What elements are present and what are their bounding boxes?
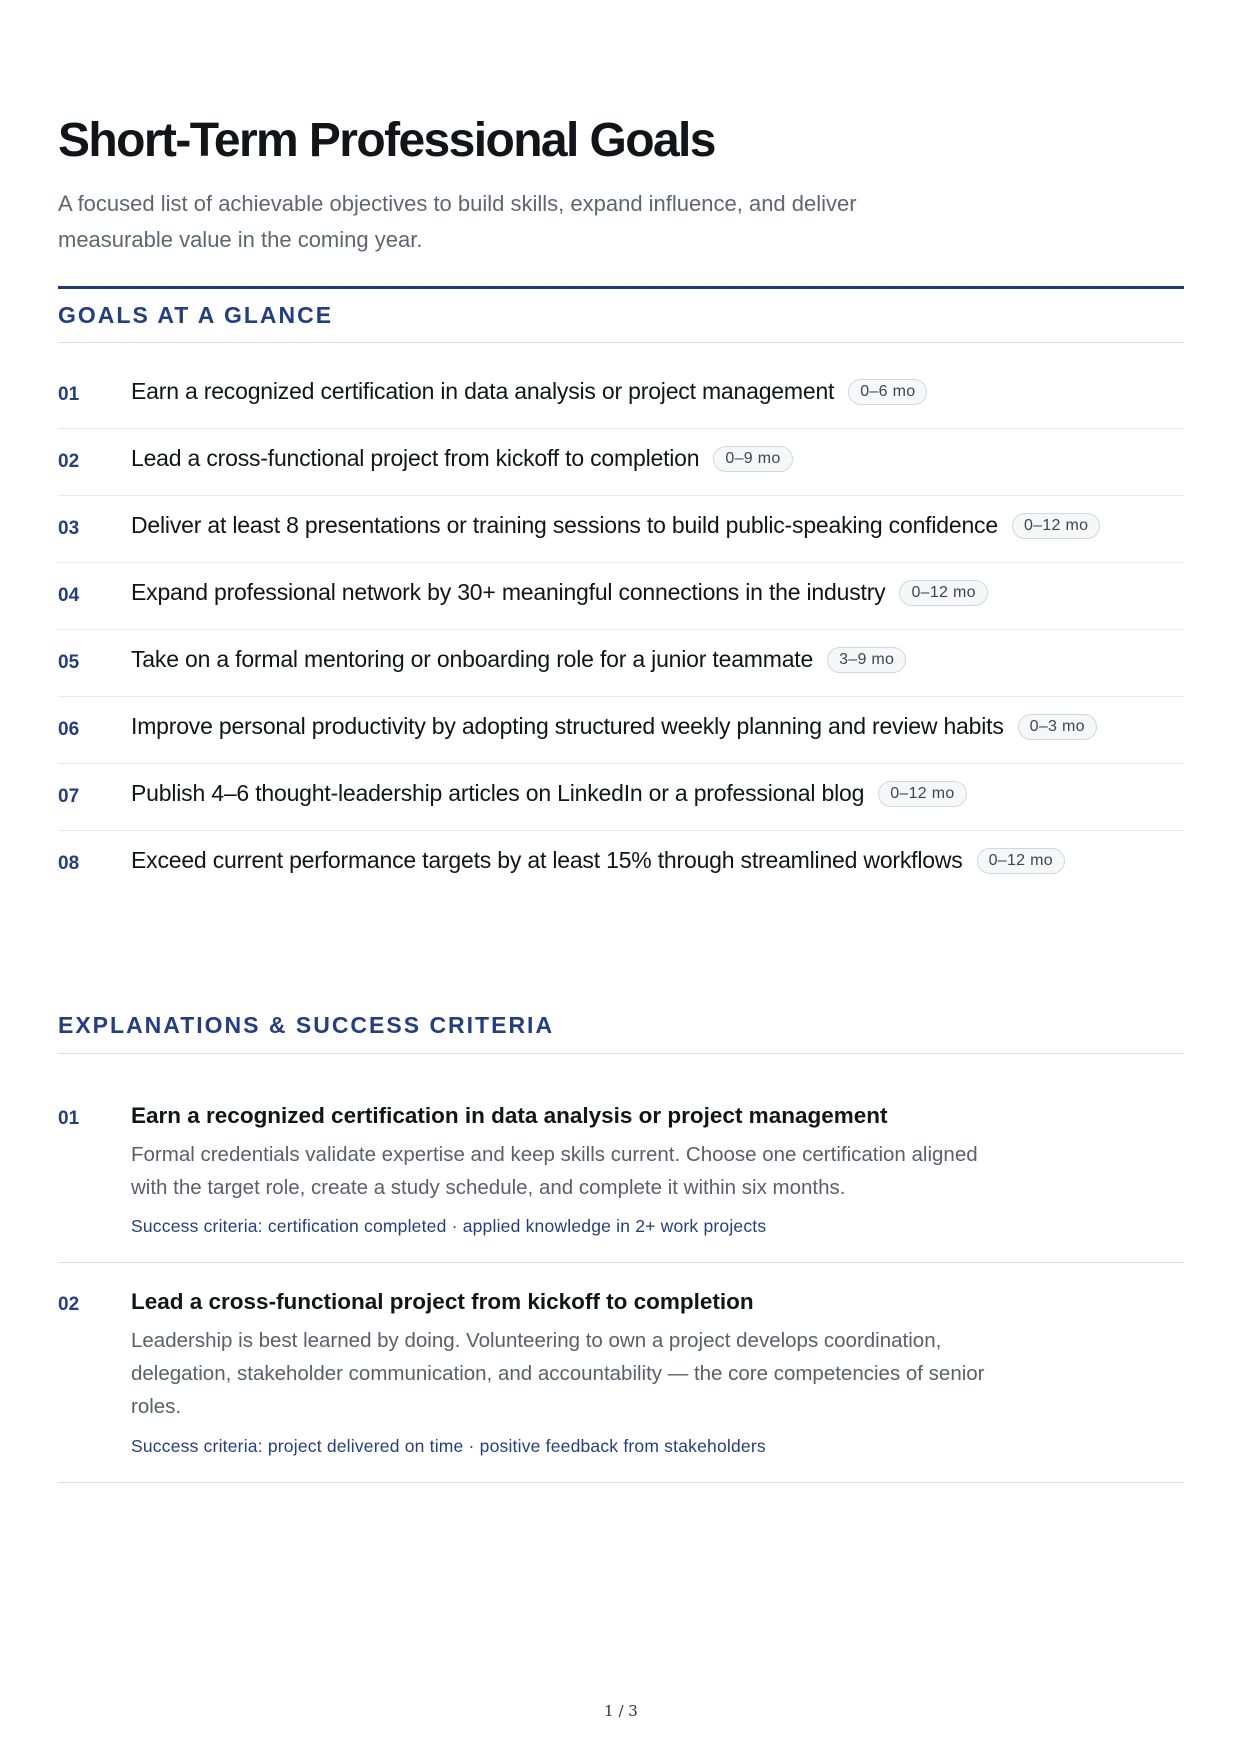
section-heading-glance: GOALS AT A GLANCE bbox=[58, 302, 334, 328]
success-criteria: Success criteria: certification completed · applied knowledge in 2+ work projects bbox=[131, 1216, 767, 1236]
goal-text: Lead a cross-functional project from kickoff to completion bbox=[131, 445, 700, 471]
section-divider bbox=[58, 342, 1184, 343]
page-title: Short-Term Professional Goals bbox=[58, 114, 715, 167]
explanation-body: Leadership is best learned by doing. Volunteering to own a project develops coordination, delegation, stakeholder communication, and accountability — the core competencies of senior roles. bbox=[131, 1329, 985, 1418]
goal-row bbox=[58, 429, 1184, 496]
goal-text: Expand professional network by 30+ meaningful connections in the industry bbox=[131, 579, 886, 605]
goal-row bbox=[58, 362, 1184, 429]
timeframe-badge: 0–12 mo bbox=[899, 580, 987, 606]
document-page bbox=[58, 0, 1184, 1756]
page-subtitle: A focused list of achievable objectives to build skills, expand influence, and deliver measurable value in the coming year. bbox=[58, 191, 857, 252]
goal-number: 05 bbox=[58, 652, 80, 673]
section-divider bbox=[58, 1053, 1184, 1054]
timeframe-badge: 0–12 mo bbox=[1012, 513, 1100, 539]
explanation-title: Earn a recognized certification in data analysis or project management bbox=[131, 1103, 888, 1128]
timeframe-badge: 0–9 mo bbox=[713, 446, 792, 472]
goal-text: Earn a recognized certification in data analysis or project management bbox=[131, 378, 835, 404]
explanation-title: Lead a cross-functional project from kickoff to completion bbox=[131, 1289, 754, 1314]
timeframe-badge: 0–12 mo bbox=[977, 848, 1065, 874]
goals-list bbox=[58, 362, 1184, 898]
page-number: 1 / 3 bbox=[604, 1702, 638, 1720]
goal-text: Exceed current performance targets by at least 15% through streamlined workflows bbox=[131, 847, 963, 873]
goal-number: 01 bbox=[58, 384, 80, 405]
goal-row bbox=[58, 496, 1184, 563]
explanation-number: 02 bbox=[58, 1294, 80, 1315]
goal-row bbox=[58, 563, 1184, 630]
explanation-number: 01 bbox=[58, 1108, 80, 1129]
header-divider bbox=[58, 286, 1184, 289]
goal-text: Publish 4–6 thought-leadership articles on LinkedIn or a professional blog bbox=[131, 780, 865, 806]
section-heading-explanations: EXPLANATIONS & SUCCESS CRITERIA bbox=[58, 1012, 555, 1038]
goal-text: Improve personal productivity by adopting structured weekly planning and review habits bbox=[131, 713, 1004, 739]
goal-row bbox=[58, 697, 1184, 764]
timeframe-badge: 0–6 mo bbox=[848, 379, 927, 405]
goal-number: 03 bbox=[58, 518, 80, 539]
goal-row bbox=[58, 630, 1184, 697]
goal-number: 04 bbox=[58, 585, 80, 606]
explanation-body: Formal credentials validate expertise and keep skills current. Choose one certification aligned with the target role, create a study schedule, and complete it within six months. bbox=[131, 1143, 978, 1199]
goal-number: 02 bbox=[58, 451, 80, 472]
timeframe-badge: 0–3 mo bbox=[1018, 714, 1097, 740]
goal-number: 06 bbox=[58, 719, 80, 740]
goal-number: 08 bbox=[58, 853, 80, 874]
goal-text: Take on a formal mentoring or onboarding role for a junior teammate bbox=[131, 646, 814, 672]
timeframe-badge: 0–12 mo bbox=[878, 781, 966, 807]
goal-row bbox=[58, 764, 1184, 831]
goal-text: Deliver at least 8 presentations or training sessions to build public-speaking confidence bbox=[131, 512, 998, 538]
goal-row bbox=[58, 831, 1184, 898]
goal-number: 07 bbox=[58, 786, 80, 807]
explanation-divider bbox=[58, 1482, 1184, 1483]
timeframe-badge: 3–9 mo bbox=[827, 647, 906, 673]
explanation-divider bbox=[58, 1262, 1184, 1263]
success-criteria: Success criteria: project delivered on time · positive feedback from stakeholders bbox=[131, 1436, 766, 1456]
